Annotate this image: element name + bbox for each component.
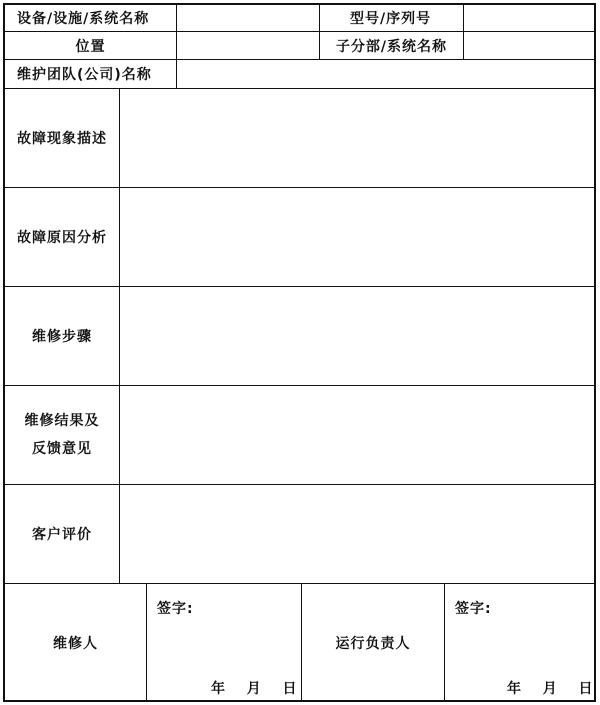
location-label: 位置 (75, 38, 106, 55)
operator-date: 年 月 日 (507, 681, 593, 697)
maintenance-record-form (3, 3, 596, 702)
subsection-field[interactable] (464, 32, 594, 59)
operator-signature-box[interactable] (445, 584, 594, 702)
location-field[interactable] (177, 32, 319, 59)
model-serial-label: 型号/序列号 (350, 11, 432, 27)
repair-steps-label: 维修步骤 (32, 329, 92, 345)
operator-signature-label: 签字: (455, 601, 492, 617)
repairer-date: 年 月 日 (211, 681, 297, 697)
repair-result-label (5, 386, 119, 484)
fault-cause-label: 故障原因分析 (17, 230, 107, 246)
subsection-label: 子分部/系统名称 (335, 38, 448, 55)
customer-review-field[interactable] (120, 485, 594, 583)
repair-steps-field[interactable] (120, 287, 594, 385)
repairer-signature-box[interactable] (147, 584, 301, 702)
device-name-label: 设备/设施/系统名称 (17, 11, 150, 27)
team-label: 维护团队(公司)名称 (17, 67, 152, 83)
fault-description-field[interactable] (120, 89, 594, 187)
repairer-signature-label: 签字: (157, 601, 194, 617)
model-serial-field[interactable] (464, 5, 594, 31)
operator-label: 运行负责人 (335, 636, 411, 652)
fault-description-label: 故障现象描述 (17, 131, 107, 147)
repair-result-field[interactable] (120, 386, 594, 484)
device-name-field[interactable] (177, 5, 319, 31)
fault-cause-field[interactable] (120, 188, 594, 286)
customer-review-label: 客户评价 (32, 527, 92, 543)
repairer-label: 维修人 (53, 636, 98, 652)
team-field[interactable] (177, 60, 594, 88)
repair-result-label-line2: 反馈意见 (32, 441, 92, 457)
repair-result-label-line1: 维修结果及 (24, 413, 100, 429)
